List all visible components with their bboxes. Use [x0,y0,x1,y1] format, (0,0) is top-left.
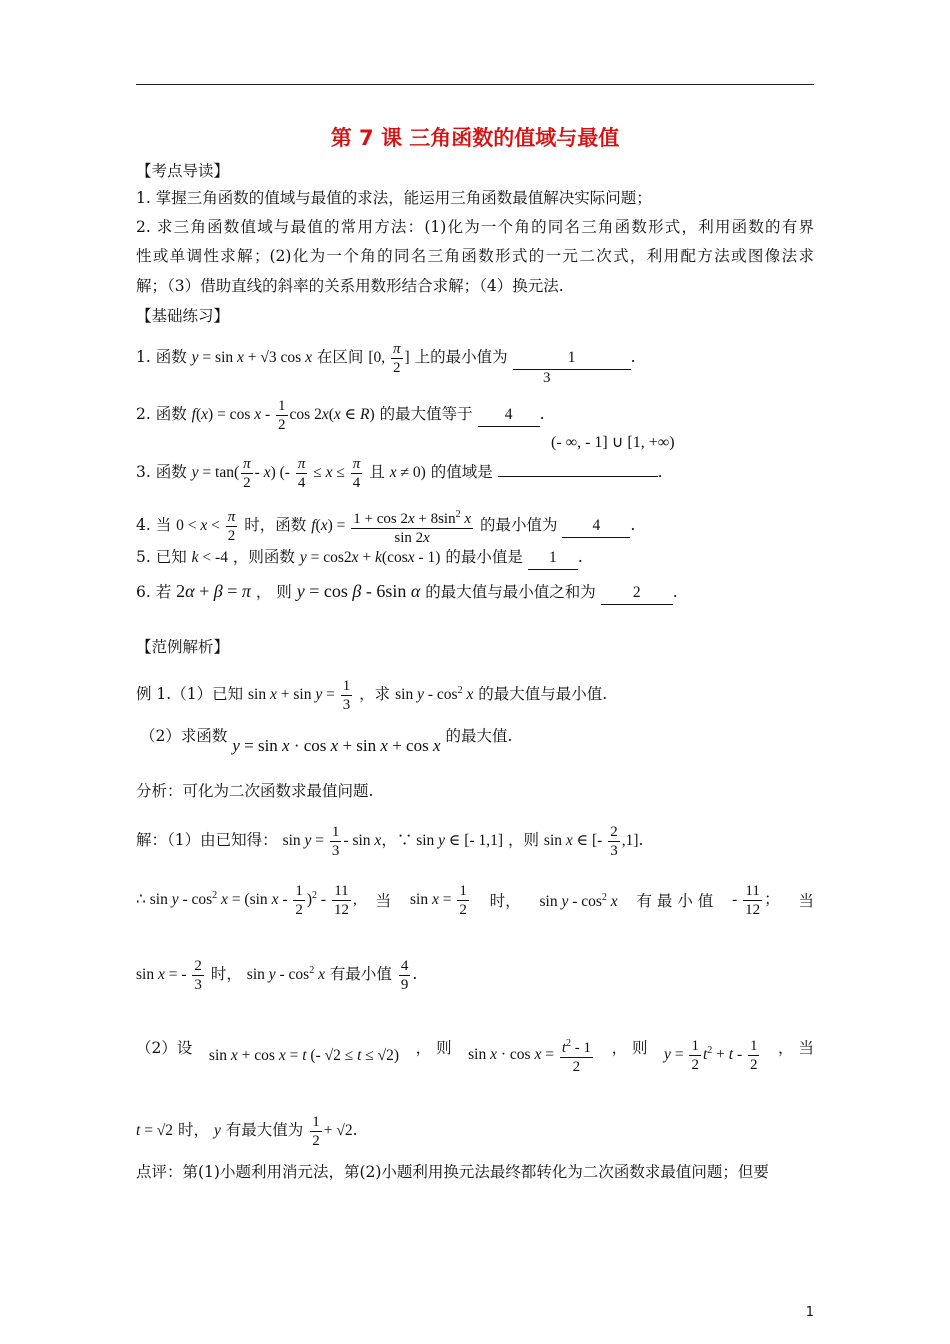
exercise-1: 1. 函数 y = sin x + √3 cos x 在区间 [0, $\frac{\pi}{2}$ ] 上的最小值为 1 . [136,341,636,376]
exercise-4-formula: f(x) = $\frac{1 + \cos 2x + 8\sin^2 x}{\sin 2x}$ [311,517,475,534]
solution-line-3-has-min: 有最小值 [329,965,392,984]
exercise-6-prefix: 6. 若 [136,583,172,601]
solution-line-3: sin x = - $\frac{2}{3}$ 时， sin y - $\cos^2 x$ 有最小值 $\frac{4}{9}$ . [136,958,418,993]
solution-part-2-has-max: 有最大值为 [225,1121,304,1140]
solution-part-2-quadratic: y = $\frac{1}{2}$ $t^2 + t$ - $\frac{1}{2}$ [664,1038,758,1073]
solution-dang: 当 [798,891,814,910]
example-1-part-2-suffix: 的最大值. [445,727,513,745]
exercise-5-prefix: 5. 已知 [136,548,187,566]
solution-min-value: - $\frac{11}{12}$ ； [732,883,780,918]
solution-part-2-max-value: $\frac{1}{2}$ + √2 [312,1114,353,1149]
exercise-3: 3. 函数 y = tan( $\frac{\pi}{2}$ - x) (- $\frac{\pi}{4}$ ≤ x ≤ $\frac{\pi}{4}$ 且 x ≠ 0) 的值域是 . [136,456,663,491]
exercise-2-formula: f(x) = cos x - $\frac{1}{2}$ cos 2x(x ∈ R) [191,398,375,433]
example-1-prefix: 例 1.（1）已知 [136,685,244,704]
exercise-6-condition: 2α + β = π [176,581,251,601]
solution-square: ∴ $\sin y - \cos^2 x = (\sin$ x - $\frac{1}{2}$ )$^2$ - $\frac{11}{12}$ , [136,883,357,918]
section-examples-heading: 【范例解析】 [136,638,230,656]
exercise-2-suffix: 的最大值等于 [379,405,473,424]
exercise-2-answer-denominator: 4 [478,404,540,427]
page-title: 第 7 课 三角函数的值域与最值 [330,126,620,150]
example-1-part-1 [136,677,607,714]
exercise-3-answer: (- ∞, - 1] ∪ [1, +∞) [551,434,675,451]
exercise-5-formula: y = cos2x + k(cosx - 1) [299,549,441,566]
exercise-1-formula: y = sin x + √3 cos x [191,349,312,367]
guide-item-2-cont: 性或单调性求解；(2)化为一个角的同名三角函数形式的一元二次式，利用配方法或图像法求 [136,247,814,265]
solution-part-2-ze: ， 则 [415,1038,452,1057]
exercise-4-mid: 时，函数 [244,516,307,535]
solution-part-2-conclusion: t = √2 时， y 有最大值为 $\frac{1}{2}$ + √2. [136,1114,358,1149]
solution-has-min: 有 最 小 值 [636,891,714,910]
exercise-3-blank [498,460,658,477]
exercise-5-condition: k < -4 [191,549,228,566]
solution-part-1: 解：（1）由已知得： sin y = $\frac{1}{3}$ - sin x，∵ sin y ∈ [- 1,1] ，则 sin x ∈ [- $\frac{2}{3}$ ,1]. [136,824,644,859]
solution-part-2-prefix: （2）设 [136,1038,193,1057]
solution-part-2 [136,1027,814,1075]
solution-when-value: sin x = $\frac{1}{2}$ [409,883,467,918]
exercise-1-mid: 在区间 [316,348,364,367]
exercise-2: 2. 函数 f(x) = cos x - $\frac{1}{2}$ cos 2x(x ∈ R) 的最大值等于 4 . [136,398,545,433]
section-guide-heading: 【考点导读】 [136,162,230,180]
guide-item-1: 1. 掌握三角函数的值域与最值的求法，能运用三角函数最值解决实际问题； [136,189,652,207]
solution-part-2-dang: ， 当 [778,1038,814,1057]
example-1-given: sin x + sin y = $\frac{1}{3}$ [248,678,351,713]
exercise-6-mid: ， 则 [255,583,292,601]
exercise-2-answer-numerator: 3 [543,370,551,386]
exercise-6: 6. 若 2α + β = π ， 则 y = cos β - 6sin α 的最大值与最小值之和为 2 . [136,580,678,605]
page-number: 1 [805,1305,814,1320]
example-1-part-2 [140,725,513,755]
solution-part-2-product: sin x · cos x = $\frac{t^2 - 1}{2}$ [468,1035,595,1076]
exercise-4-suffix: 的最小值为 [479,516,558,535]
exercise-5: 5. 已知 k < -4 ，则函数 y = cos2x + k(cosx - 1) 的最小值是 1 . [136,546,583,570]
exercise-1-answer: 1 [513,347,631,370]
solution-step-1: sin y = $\frac{1}{3}$ - sin x，∵ sin y ∈ [- 1,1] [282,824,504,859]
solution-line-2 [136,882,814,919]
exercise-3-prefix: 3. 函数 [136,463,187,482]
solution-shi: 时， [489,891,521,910]
exercise-3-cond-formula: x ≠ 0) [389,464,426,482]
solution-part-2-ze2: ， 则 [611,1038,648,1057]
solution-prefix: 解：（1）由已知得： [136,831,278,850]
solution-then: ，则 [507,831,539,850]
exercise-2-prefix: 2. 函数 [136,405,187,424]
solution-part-2-t-value: t = √2 [136,1122,174,1140]
exercise-4-range: 0 < x < $\frac{\pi}{2}$ [176,509,236,544]
exercise-5-answer: 1 [528,547,578,570]
exercise-6-formula: y = cos β - 6sin α [296,581,421,601]
exercise-6-answer: 2 [601,582,673,605]
solution-part-2-sub: sin x + cos x = t (- √2 ≤ t ≤ √2) [208,1046,400,1064]
solution-part-2-shi: 时， [178,1121,210,1140]
exercise-5-suffix: 的最小值是 [445,548,523,566]
exercise-4: 4. 当 0 < x < $\frac{\pi}{2}$ 时，函数 f(x) = $\frac{1 + \cos 2x + 8\sin^2 x}{\sin 2x}$ 的最小值为 4 . [136,506,635,547]
exercise-5-mid: ，则函数 [232,548,295,566]
comment-text: 点评：第(1)小题利用消元法，第(2)小题利用换元法最终都转化为二次函数求最值问题；但要 [136,1163,769,1181]
solution-line-3-expr: sin y - $\cos^2 x$ [246,964,325,984]
solution-line-3-cond: sin x = - $\frac{2}{3}$ [136,958,202,993]
exercise-1-suffix: 上的最小值为 [414,348,508,367]
example-1-suffix: 的最大值与最小值. [478,685,608,704]
solution-line-3-shi: 时， [210,965,242,984]
example-1-part-2-prefix: （2）求函数 [140,727,228,745]
example-1-mid: ，求 [359,685,391,704]
solution-part-2-y: y [213,1122,221,1140]
solution-when: 当 [375,891,392,910]
guide-item-2-end: 解；（3）借助直线的斜率的关系用数形结合求解；（4）换元法. [136,277,564,295]
example-1-part-2-formula: y = sin x · cos x + sin x + cos x [232,736,441,755]
exercise-1-prefix: 1. 函数 [136,348,187,367]
solution-range: sin x ∈ [- $\frac{2}{3}$ ,1] [543,824,639,859]
exercise-3-suffix: 的值域是 [430,463,493,482]
solution-line-3-value: $\frac{4}{9}$ [400,958,409,993]
section-basic-heading: 【基础练习】 [136,307,230,325]
example-1-target: sin y - $\cos^2 x$ [395,684,474,704]
exercise-4-prefix: 4. 当 [136,516,172,535]
guide-item-2: 2. 求三角函数值域与最值的常用方法：(1)化为一个角的同名三角函数形式，利用函数的有界 [136,218,814,236]
exercise-4-answer: 4 [562,515,630,538]
top-rule [136,84,814,85]
analysis-text: 分析：可化为二次函数求最值问题. [136,782,374,800]
solution-expr: sin y - $\cos^2 x$ [539,892,618,911]
exercise-3-formula: y = tan( $\frac{\pi}{2}$ - x) (- $\frac{\pi}{4}$ ≤ x ≤ $\frac{\pi}{4}$ [191,456,361,491]
exercise-6-suffix: 的最大值与最小值之和为 [425,583,596,601]
exercise-1-interval: [0, $\frac{\pi}{2}$ ] [368,341,410,376]
exercise-3-cond: 且 [369,463,385,482]
